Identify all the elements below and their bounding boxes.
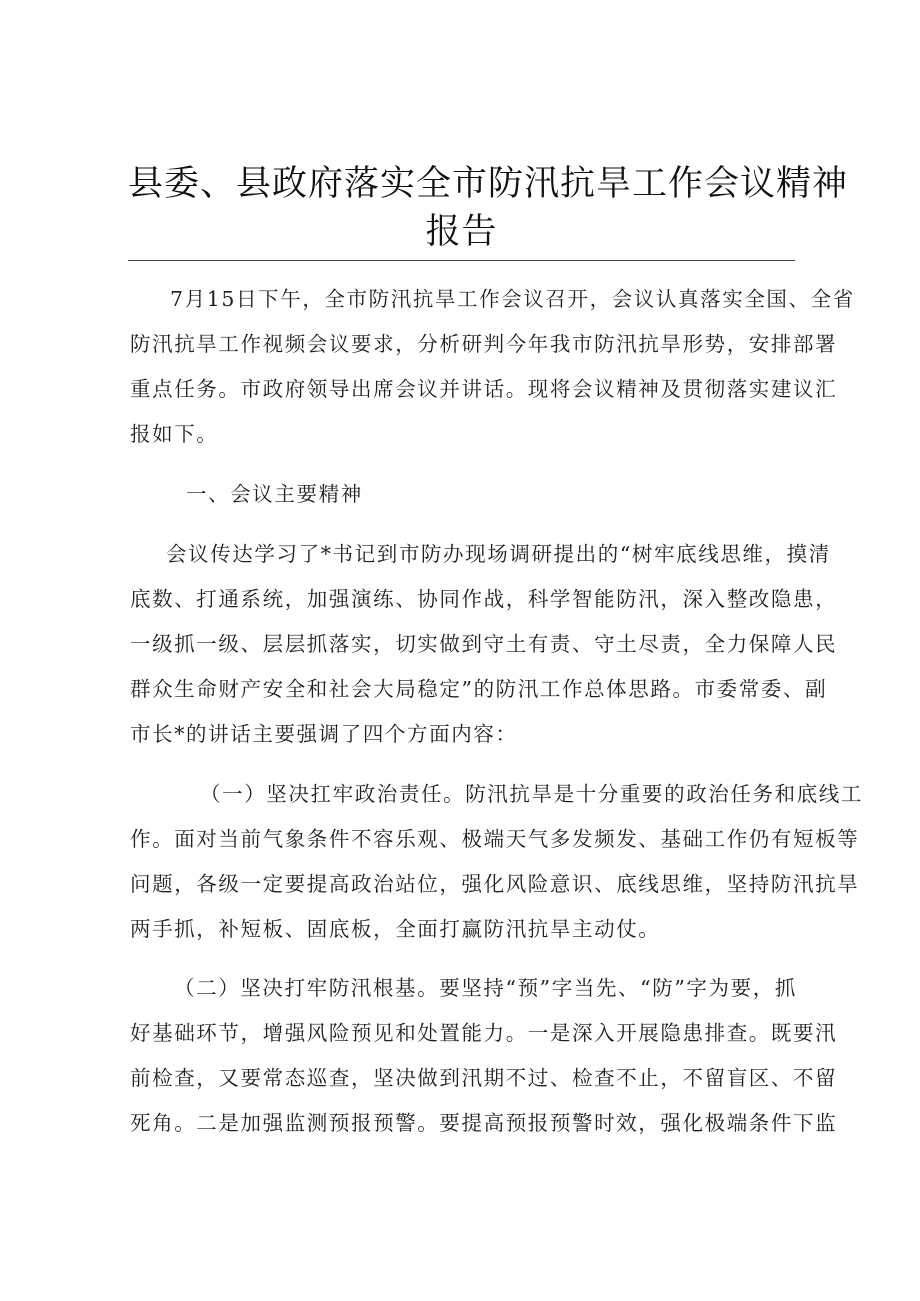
section-heading-text: 一、会议主要精神 — [186, 482, 363, 506]
body-paragraph — [130, 539, 838, 764]
paragraph-line: 报如下。 — [130, 422, 219, 446]
body-paragraph — [130, 779, 863, 959]
section-heading — [130, 479, 780, 524]
paragraph-line: 会议传达学习了*书记到市防办现场调研提出的“树牢底线思维，摸清 — [166, 542, 831, 566]
intro-paragraph — [130, 284, 855, 464]
paragraph-line: 前检查，又要常态巡查，坚决做到汛期不过、检查不止，不留盲区、不留 — [130, 1066, 838, 1090]
paragraph-line: 作。面对当前气象条件不容乐观、极端天气多发频发、基础工作仍有短板等 — [130, 827, 860, 851]
paragraph-line: 底数、打通系统，加强演练、协同作战，科学智能防汛，深入整改隐患， — [130, 587, 838, 611]
paragraph-line: 7月15日下午，全市防汛抗旱工作会议召开，会议认真落实全国、全省 — [170, 287, 855, 311]
title-line-2: 报告 — [425, 212, 498, 252]
paragraph-line: 好基础环节，增强风险预见和处置能力。一是深入开展隐患排查。既要汛 — [130, 1021, 838, 1045]
paragraph-line: 群众生命财产安全和社会大局稳定”的防汛工作总体思路。市委常委、副 — [130, 677, 828, 701]
paragraph-line: 两手抓，补短板、固底板，全面打赢防汛抗旱主动仗。 — [130, 917, 661, 941]
paragraph-line: 问题，各级一定要提高政治站位，强化风险意识、底线思维，坚持防汛抗旱 — [130, 872, 860, 896]
body-paragraph — [130, 973, 838, 1153]
document-title — [128, 160, 849, 261]
paragraph-line: 一级抓一级、层层抓落实，切实做到守土有责、守土尽责，全力保障人民 — [130, 632, 838, 656]
paragraph-line: 重点任务。市政府领导出席会议并讲话。现将会议精神及贯彻落实建议汇 — [130, 377, 838, 401]
paragraph-line: （二）坚决打牢防汛根基。要坚持“预”字当先、“防”字为要，抓 — [174, 976, 797, 1000]
title-line-1: 县委、县政府落实全市防汛抗旱工作会议精神 — [128, 164, 849, 204]
paragraph-line: 市长*的讲话主要强调了四个方面内容： — [130, 722, 518, 746]
paragraph-line: 死角。二是加强监测预报预警。要提高预报预警时效，强化极端条件下监 — [130, 1111, 838, 1135]
paragraph-line: （一）坚决扛牢政治责任。防汛抗旱是十分重要的政治任务和底线工 — [200, 782, 863, 806]
paragraph-line: 防汛抗旱工作视频会议要求，分析研判今年我市防汛抗旱形势，安排部署 — [130, 332, 838, 356]
